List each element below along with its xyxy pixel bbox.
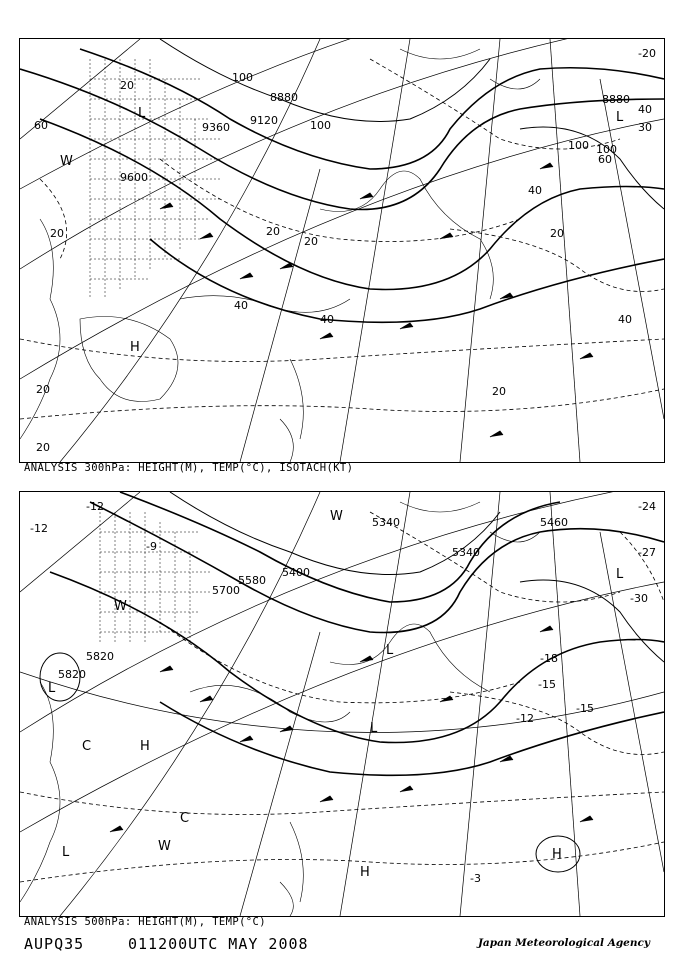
temperature-label: -3 — [470, 872, 481, 885]
temperature-label: -15 — [576, 702, 594, 715]
cold-center-symbol: C — [180, 811, 190, 826]
hatched-region-300 — [90, 59, 220, 299]
isotach-label: 20 — [492, 385, 506, 398]
height-label: 5460 — [540, 516, 568, 529]
isotherms-500 — [20, 512, 664, 882]
low-pressure-symbol: L — [386, 643, 394, 658]
isotach-label: 20 — [304, 235, 318, 248]
isotach-label: 20 — [550, 227, 564, 240]
temperature-label: -18 — [540, 652, 558, 665]
height-label: 5580 — [238, 574, 266, 587]
pressure-centers-500 — [48, 509, 624, 880]
isotach-label: -20 — [638, 47, 656, 60]
graticule-500 — [20, 492, 664, 916]
temperature-label: -24 — [638, 500, 656, 513]
low-pressure-symbol: L — [48, 681, 56, 696]
low-pressure-symbol: L — [616, 110, 624, 125]
isotach-label: 40 — [528, 184, 542, 197]
coastline-500 — [20, 502, 580, 916]
temperature-label: -12 — [86, 500, 104, 513]
height-label: 5700 — [212, 584, 240, 597]
isotach-label: 40 — [638, 103, 652, 116]
isotach-label: 100 — [232, 71, 253, 84]
isotach-labels-300 — [34, 47, 656, 454]
low-pressure-symbol: L — [138, 106, 146, 121]
isotherms-300 — [20, 59, 664, 419]
temperature-label: -12 — [516, 712, 534, 725]
isotach-label: 20 — [36, 383, 50, 396]
isotach-label: 100 — [596, 143, 617, 156]
warm-center-symbol: W — [114, 599, 127, 614]
isotach-label: 40 — [618, 313, 632, 326]
isotach-label: 40 — [234, 299, 248, 312]
height-label: 5400 — [282, 566, 310, 579]
height-label: 9120 — [250, 114, 278, 127]
low-pressure-symbol: L — [62, 845, 70, 860]
height-label: 5820 — [58, 668, 86, 681]
isotach-label: 30 — [638, 121, 652, 134]
height-label: 5340 — [372, 516, 400, 529]
high-pressure-symbol: H — [360, 865, 370, 880]
isotach-label: 100 — [568, 139, 589, 152]
warm-center-symbol: W — [158, 839, 171, 854]
chart-500hpa — [19, 491, 665, 917]
chart-300hpa — [19, 38, 665, 463]
pressure-centers-300 — [60, 106, 624, 355]
high-pressure-symbol: H — [140, 739, 150, 754]
height-contours-500 — [50, 492, 664, 775]
isotach-label: 20 — [266, 225, 280, 238]
height-label: 5820 — [86, 650, 114, 663]
product-code: AUPQ35 — [24, 935, 85, 953]
temperature-label: -27 — [638, 546, 656, 559]
isotach-label: 20 — [50, 227, 64, 240]
temperature-label: -30 — [630, 592, 648, 605]
temperature-label: -15 — [538, 678, 556, 691]
temperature-label: -12 — [30, 522, 48, 535]
hatched-region-500 — [100, 512, 210, 642]
caption-500hpa: ANALYSIS 500hPa: HEIGHT(M), TEMP(°C) — [24, 916, 266, 928]
low-pressure-symbol: L — [616, 567, 624, 582]
map-500hpa — [20, 492, 664, 916]
coastline-300 — [20, 49, 540, 462]
height-label: 9600 — [120, 171, 148, 184]
cold-center-symbol: C — [82, 739, 92, 754]
height-label: 5340 — [452, 546, 480, 559]
wind-barbs-300 — [160, 163, 593, 437]
isotach-label: 40 — [320, 313, 334, 326]
warm-center-symbol: W — [330, 509, 343, 524]
isotach-label: 60 — [598, 153, 612, 166]
wind-barbs-500 — [110, 626, 593, 832]
temperature-label: -9 — [146, 540, 157, 553]
temperature-labels-500 — [30, 500, 656, 885]
high-pressure-symbol: H — [130, 340, 140, 355]
isotach-label: 100 — [310, 119, 331, 132]
low-pressure-symbol: L — [370, 721, 378, 736]
isotach-label: 20 — [36, 441, 50, 454]
analysis-time: 011200UTC MAY 2008 — [128, 935, 309, 953]
height-label: 8880 — [270, 91, 298, 104]
isotach-label: 60 — [34, 119, 48, 132]
warm-center-symbol: W — [60, 154, 73, 169]
caption-300hpa: ANALYSIS 300hPa: HEIGHT(M), TEMP(°C), ISOTACH(KT) — [24, 462, 354, 474]
isotach-label: 20 — [120, 79, 134, 92]
height-label: 9360 — [202, 121, 230, 134]
agency-name: Japan Meteorological Agency — [477, 937, 650, 949]
height-label: 8880 — [602, 93, 630, 106]
high-pressure-symbol: H — [552, 847, 562, 862]
map-300hpa — [20, 39, 664, 462]
